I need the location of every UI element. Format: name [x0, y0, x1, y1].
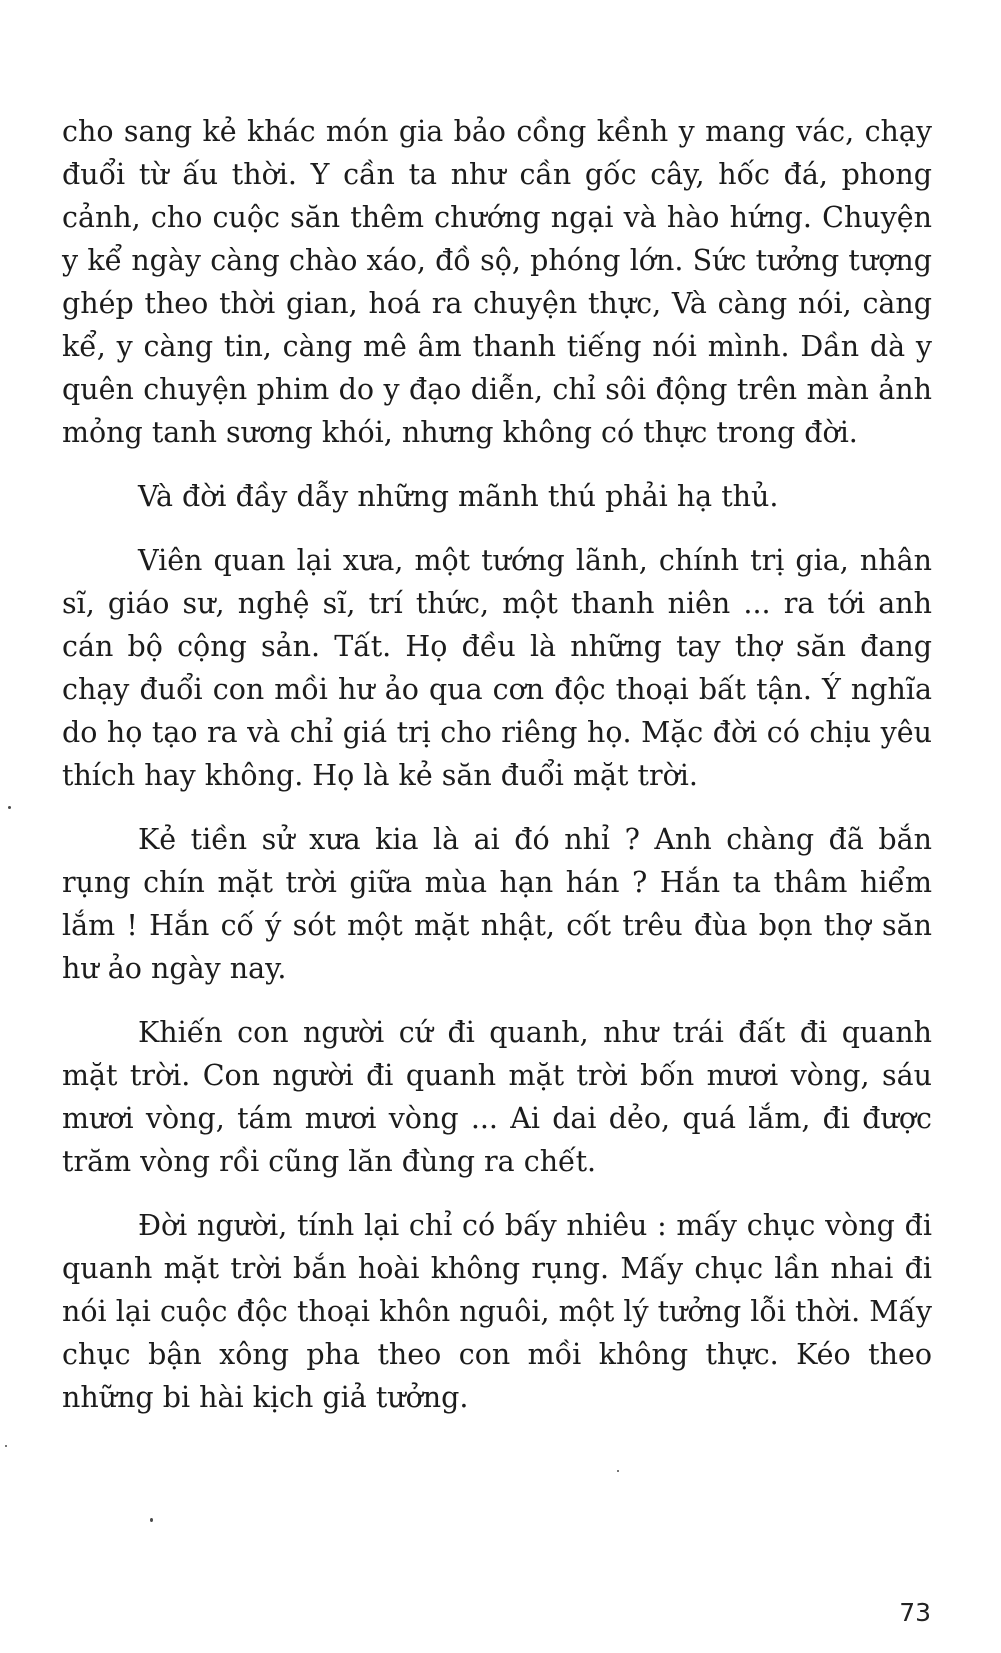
paragraph: Viên quan lại xưa, một tướng lãnh, chính trị gia, nhân sĩ, giáo sư, nghệ sĩ, trí thức, một thanh niên ... ra tới anh cán bộ cộng sản. Tất. Họ đều là những tay thợ săn đang chạy đuổi con mồi hư ảo qua cơn độc thoại bất tận. Ý nghĩa do họ tạo ra và chỉ giá trị cho riêng họ. Mặc đời có chịu yêu thích hay không. Họ là kẻ săn đuổi mặt trời.	[62, 544, 932, 792]
paragraph: Đời người, tính lại chỉ có bấy nhiêu : mấy chục vòng đi quanh mặt trời bắn hoài không rụng. Mấy chục lần nhai đi nói lại cuộc độc thoại khôn nguôi, một lý tưởng lỗi thời. Mấy chục bận xông pha theo con mồi không thực. Kéo theo những bi hài kịch giả tưởng.	[62, 1209, 932, 1414]
scan-speck	[5, 1445, 7, 1447]
page-body	[62, 110, 932, 1440]
scan-speck	[617, 1470, 619, 1472]
paragraph: Kẻ tiền sử xưa kia là ai đó nhỉ ? Anh chàng đã bắn rụng chín mặt trời giữa mùa hạn hán ? Hắn ta thâm hiểm lắm ! Hắn cố ý sót một mặt nhật, cốt trêu đùa bọn thợ săn hư ảo ngày nay.	[62, 823, 932, 985]
scan-speck	[8, 806, 11, 809]
paragraph: Và đời đầy dẫy những mãnh thú phải hạ thủ.	[138, 480, 779, 513]
paragraph: Khiến con người cứ đi quanh, như trái đất đi quanh mặt trời. Con người đi quanh mặt trời bốn mươi vòng, sáu mươi vòng, tám mươi vòng ... Ai dai dẻo, quá lắm, đi được trăm vòng rồi cũng lăn đùng ra chết.	[62, 1016, 932, 1178]
page-number: 73	[899, 1598, 931, 1627]
scan-speck	[150, 1518, 153, 1522]
paragraph-continuation: cho sang kẻ khác món gia bảo cồng kềnh y mang vác, chạy đuổi từ ấu thời. Y cần ta như cần gốc cây, hốc đá, phong cảnh, cho cuộc săn thêm chướng ngại và hào hứng. Chuyện y kể ngày càng chào xáo, đồ sộ, phóng lớn. Sức tưởng tượng ghép theo thời gian, hoá ra chuyện thực, Và càng nói, càng kể, y càng tin, càng mê âm thanh tiếng nói mình. Dần dà y quên chuyện phim do y đạo diễn, chỉ sôi động trên màn ảnh mỏng tanh sương khói, nhưng không có thực trong đời.	[62, 115, 932, 449]
